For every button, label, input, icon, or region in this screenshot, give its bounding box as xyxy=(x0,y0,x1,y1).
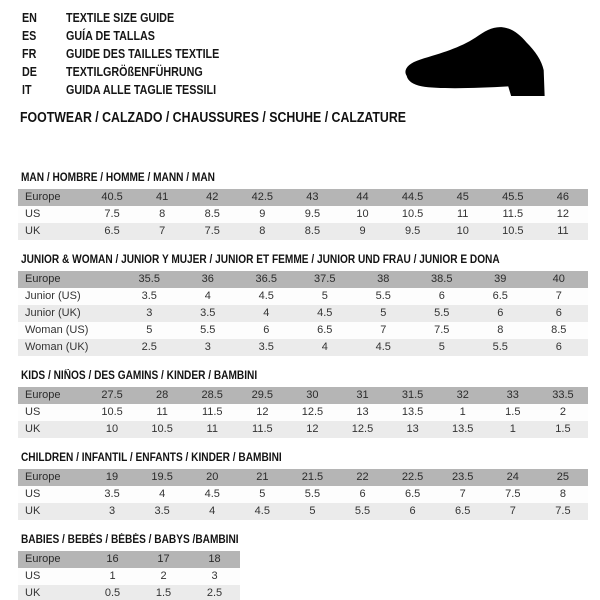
language-code: ES xyxy=(22,29,37,43)
language-code: EN xyxy=(22,11,37,25)
table-title: JUNIOR & WOMAN / JUNIOR Y MUJER / JUNIOR ET FEMME / JUNIOR UND FRAU / JUNIOR E DONA xyxy=(21,254,500,266)
size-cell: 1 xyxy=(438,404,488,421)
size-cell: 11.5 xyxy=(237,421,287,438)
size-cell: 16 xyxy=(87,551,138,568)
size-cell: 6 xyxy=(337,486,387,503)
size-cell: 7.5 xyxy=(87,206,137,223)
language-label: GUIDA ALLE TAGLIE TESSILI xyxy=(66,83,217,97)
size-cell: 19 xyxy=(87,469,137,486)
size-cell: 9.5 xyxy=(388,223,438,240)
table-row xyxy=(18,568,240,585)
row-label: Junior (UK) xyxy=(18,305,120,322)
size-cell: 7 xyxy=(488,503,538,520)
size-cell: 3.5 xyxy=(87,486,137,503)
size-cell: 5.5 xyxy=(337,503,387,520)
size-cell: 5 xyxy=(296,288,355,305)
size-cell: 6 xyxy=(413,288,472,305)
size-cell: 28.5 xyxy=(187,387,237,404)
size-cell: 4 xyxy=(137,486,187,503)
size-cell: 28 xyxy=(137,387,187,404)
row-label: Europe xyxy=(18,469,87,486)
size-cell: 6 xyxy=(530,305,589,322)
size-cell: 10.5 xyxy=(488,223,538,240)
size-cell: 4.5 xyxy=(296,305,355,322)
row-label: Europe xyxy=(18,189,87,206)
size-cell: 8.5 xyxy=(287,223,337,240)
size-cell: 27.5 xyxy=(87,387,137,404)
size-cell: 42 xyxy=(187,189,237,206)
size-cell: 4.5 xyxy=(237,503,287,520)
language-label: TEXTILGRÖßENFÜHRUNG xyxy=(66,65,203,79)
size-cell: 40.5 xyxy=(87,189,137,206)
table-row xyxy=(18,551,240,568)
size-cell: 2.5 xyxy=(120,339,179,356)
size-cell: 11 xyxy=(538,223,588,240)
size-cell: 8 xyxy=(538,486,588,503)
size-cell: 2 xyxy=(138,568,189,585)
size-cell: 20 xyxy=(187,469,237,486)
size-cell: 8 xyxy=(137,206,187,223)
language-code: IT xyxy=(22,83,32,97)
row-label: UK xyxy=(18,503,87,520)
row-label: Woman (US) xyxy=(18,322,120,339)
size-cell: 12 xyxy=(287,421,337,438)
row-label: US xyxy=(18,206,87,223)
size-cell: 10.5 xyxy=(87,404,137,421)
size-table xyxy=(18,271,588,356)
table-row xyxy=(18,387,588,404)
size-table-section-junior-woman xyxy=(18,254,600,356)
size-table-section-babies xyxy=(18,534,600,600)
size-cell: 7.5 xyxy=(488,486,538,503)
size-cell: 40 xyxy=(530,271,589,288)
size-cell: 35.5 xyxy=(120,271,179,288)
size-cell: 3.5 xyxy=(137,503,187,520)
row-label: UK xyxy=(18,585,87,600)
size-cell: 5.5 xyxy=(471,339,530,356)
size-cell: 37.5 xyxy=(296,271,355,288)
size-cell: 10.5 xyxy=(137,421,187,438)
size-cell: 12 xyxy=(538,206,588,223)
size-cell: 1 xyxy=(87,568,138,585)
size-cell: 1 xyxy=(488,421,538,438)
table-row xyxy=(18,288,588,305)
size-cell: 3.5 xyxy=(237,339,296,356)
size-cell: 39 xyxy=(471,271,530,288)
size-cell: 11 xyxy=(137,404,187,421)
size-cell: 12 xyxy=(237,404,287,421)
size-cell: 6 xyxy=(388,503,438,520)
size-cell: 5.5 xyxy=(179,322,238,339)
size-cell: 5 xyxy=(120,322,179,339)
row-label: UK xyxy=(18,223,87,240)
size-cell: 21.5 xyxy=(287,469,337,486)
size-cell: 6 xyxy=(471,305,530,322)
size-cell: 4.5 xyxy=(354,339,413,356)
size-cell: 5.5 xyxy=(287,486,337,503)
size-cell: 22 xyxy=(337,469,387,486)
table-row xyxy=(18,322,588,339)
size-cell: 3 xyxy=(87,503,137,520)
table-title: KIDS / NIÑOS / DES GAMINS / KINDER / BAMBINI xyxy=(21,370,258,382)
size-cell: 32 xyxy=(438,387,488,404)
size-cell: 8 xyxy=(237,223,287,240)
size-cell: 25 xyxy=(538,469,588,486)
size-cell: 7 xyxy=(530,288,589,305)
size-cell: 18 xyxy=(189,551,240,568)
size-cell: 24 xyxy=(488,469,538,486)
size-cell: 12.5 xyxy=(337,421,387,438)
size-table xyxy=(18,387,588,438)
size-cell: 3 xyxy=(179,339,238,356)
row-label: Europe xyxy=(18,551,87,568)
size-table-section-man xyxy=(18,172,600,240)
size-cell: 41 xyxy=(137,189,187,206)
size-cell: 11 xyxy=(438,206,488,223)
size-cell: 11.5 xyxy=(488,206,538,223)
size-cell: 5.5 xyxy=(413,305,472,322)
table-row xyxy=(18,486,588,503)
language-code: DE xyxy=(22,65,37,79)
size-cell: 4.5 xyxy=(187,486,237,503)
size-cell: 6 xyxy=(237,322,296,339)
size-cell: 0.5 xyxy=(87,585,138,600)
row-label: US xyxy=(18,404,87,421)
size-cell: 6.5 xyxy=(471,288,530,305)
size-cell: 1.5 xyxy=(138,585,189,600)
size-cell: 10 xyxy=(337,206,387,223)
language-code: FR xyxy=(22,47,37,61)
size-cell: 23.5 xyxy=(438,469,488,486)
language-label: GUÍA DE TALLAS xyxy=(66,29,155,43)
row-label: Junior (US) xyxy=(18,288,120,305)
size-cell: 36.5 xyxy=(237,271,296,288)
size-cell: 11.5 xyxy=(187,404,237,421)
size-cell: 12.5 xyxy=(287,404,337,421)
size-cell: 7.5 xyxy=(538,503,588,520)
size-cell: 6.5 xyxy=(87,223,137,240)
size-cell: 10.5 xyxy=(388,206,438,223)
table-row xyxy=(18,223,588,240)
size-cell: 38.5 xyxy=(413,271,472,288)
size-cell: 5 xyxy=(237,486,287,503)
size-cell: 13 xyxy=(337,404,387,421)
size-cell: 2.5 xyxy=(189,585,240,600)
size-cell: 17 xyxy=(138,551,189,568)
size-cell: 4 xyxy=(187,503,237,520)
size-cell: 5.5 xyxy=(354,288,413,305)
size-cell: 46 xyxy=(538,189,588,206)
size-cell: 7 xyxy=(354,322,413,339)
table-row xyxy=(18,503,588,520)
table-title: CHILDREN / INFANTIL / ENFANTS / KINDER / BAMBINI xyxy=(21,452,282,464)
size-cell: 3.5 xyxy=(179,305,238,322)
size-cell: 7 xyxy=(137,223,187,240)
size-cell: 4.5 xyxy=(237,288,296,305)
size-cell: 43 xyxy=(287,189,337,206)
table-row xyxy=(18,404,588,421)
size-cell: 30 xyxy=(287,387,337,404)
size-cell: 19.5 xyxy=(137,469,187,486)
table-title: BABIES / BEBÉS / BÉBÉS / BABYS /BAMBINI xyxy=(21,534,239,546)
row-label: UK xyxy=(18,421,87,438)
shoe-icon xyxy=(400,20,582,102)
row-label: US xyxy=(18,486,87,503)
size-cell: 7 xyxy=(438,486,488,503)
size-cell: 4 xyxy=(179,288,238,305)
size-cell: 31 xyxy=(337,387,387,404)
size-cell: 6.5 xyxy=(296,322,355,339)
size-cell: 10 xyxy=(438,223,488,240)
size-cell: 5 xyxy=(413,339,472,356)
table-row xyxy=(18,271,588,288)
size-cell: 7.5 xyxy=(187,223,237,240)
size-cell: 42.5 xyxy=(237,189,287,206)
size-cell: 13.5 xyxy=(438,421,488,438)
row-label: Europe xyxy=(18,387,87,404)
size-cell: 1.5 xyxy=(538,421,588,438)
size-cell: 2 xyxy=(538,404,588,421)
row-label: Woman (UK) xyxy=(18,339,120,356)
size-cell: 4 xyxy=(296,339,355,356)
table-row xyxy=(18,305,588,322)
size-cell: 44 xyxy=(337,189,387,206)
size-cell: 1.5 xyxy=(488,404,538,421)
size-cell: 13.5 xyxy=(388,404,438,421)
size-cell: 4 xyxy=(237,305,296,322)
size-cell: 11 xyxy=(187,421,237,438)
size-cell: 22.5 xyxy=(388,469,438,486)
table-row xyxy=(18,206,588,223)
size-table xyxy=(18,469,588,520)
size-cell: 9 xyxy=(237,206,287,223)
language-label: GUIDE DES TAILLES TEXTILE xyxy=(66,47,220,61)
size-cell: 36 xyxy=(179,271,238,288)
size-cell: 9 xyxy=(337,223,387,240)
table-row xyxy=(18,189,588,206)
size-cell: 44.5 xyxy=(388,189,438,206)
size-cell: 33.5 xyxy=(538,387,588,404)
size-cell: 6.5 xyxy=(438,503,488,520)
language-label: TEXTILE SIZE GUIDE xyxy=(66,11,175,25)
size-cell: 5 xyxy=(287,503,337,520)
size-table xyxy=(18,189,588,240)
table-row xyxy=(18,469,588,486)
size-cell: 8.5 xyxy=(530,322,589,339)
table-row xyxy=(18,585,240,600)
size-cell: 9.5 xyxy=(287,206,337,223)
size-cell: 21 xyxy=(237,469,287,486)
size-tables xyxy=(18,172,600,600)
row-label: Europe xyxy=(18,271,120,288)
table-row xyxy=(18,339,588,356)
table-title: MAN / HOMBRE / HOMME / MANN / MAN xyxy=(21,172,215,184)
size-cell: 29.5 xyxy=(237,387,287,404)
size-cell: 45.5 xyxy=(488,189,538,206)
size-cell: 8.5 xyxy=(187,206,237,223)
size-cell: 6 xyxy=(530,339,589,356)
row-label: US xyxy=(18,568,87,585)
size-cell: 38 xyxy=(354,271,413,288)
size-cell: 45 xyxy=(438,189,488,206)
size-cell: 3 xyxy=(120,305,179,322)
table-row xyxy=(18,421,588,438)
size-cell: 13 xyxy=(388,421,438,438)
size-cell: 3 xyxy=(189,568,240,585)
size-cell: 5 xyxy=(354,305,413,322)
size-cell: 6.5 xyxy=(388,486,438,503)
size-cell: 8 xyxy=(471,322,530,339)
size-table-section-kids xyxy=(18,370,600,438)
size-cell: 10 xyxy=(87,421,137,438)
size-cell: 33 xyxy=(488,387,538,404)
size-table xyxy=(18,551,240,600)
size-cell: 31.5 xyxy=(388,387,438,404)
category-heading: FOOTWEAR / CALZADO / CHAUSSURES / SCHUHE / CALZATURE xyxy=(20,110,406,126)
size-table-section-children xyxy=(18,452,600,520)
size-cell: 7.5 xyxy=(413,322,472,339)
size-cell: 3.5 xyxy=(120,288,179,305)
